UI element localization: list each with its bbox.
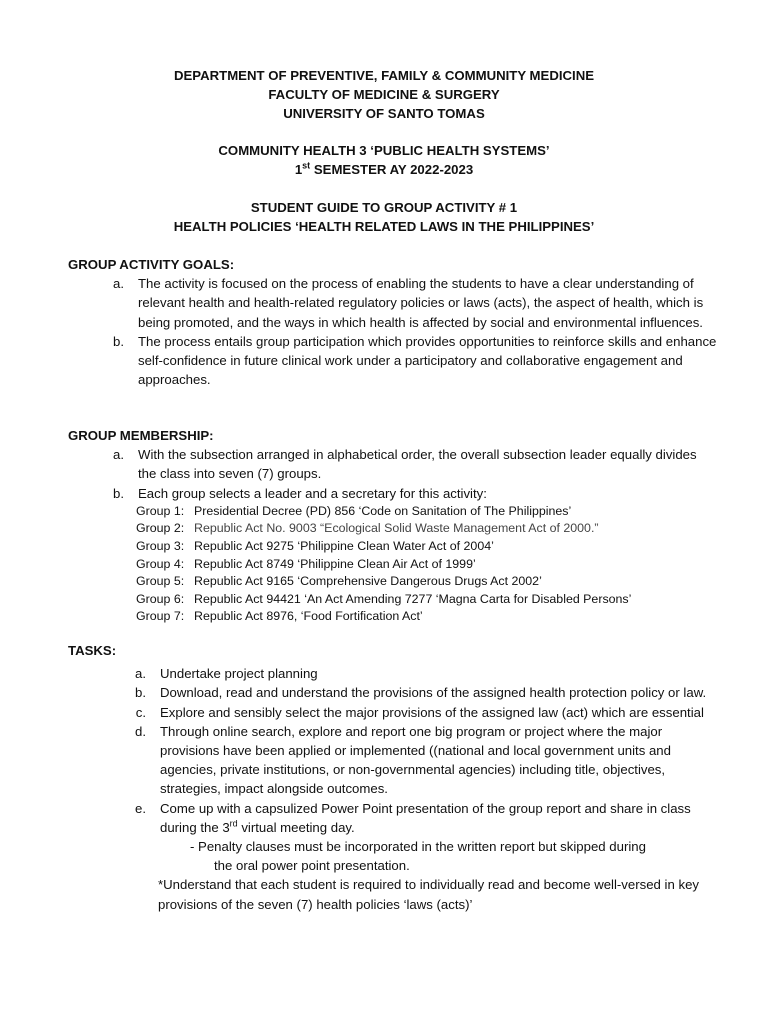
university-title: UNIVERSITY OF SANTO TOMAS bbox=[283, 106, 485, 122]
faculty-title: FACULTY OF MEDICINE & SURGERY bbox=[268, 87, 500, 103]
penalty-note-line2: the oral power point presentation. bbox=[214, 858, 410, 874]
list-item: c. Explore and sensibly select the major provisions of the assigned law (act) which are essential bbox=[68, 703, 718, 722]
guide-subtitle: HEALTH POLICIES ‘HEALTH RELATED LAWS IN THE PHILIPPINES’ bbox=[173, 219, 595, 235]
task-d-text: Through online search, explore and report one big program or project where the major provisions have been applied or implemented ((national and local government units and agencies, private institutions, or non-governmental agencies) including title, objectives, strategies, impact alongside outcomes. bbox=[160, 723, 671, 797]
membership-heading: GROUP MEMBERSHIP: bbox=[68, 428, 214, 443]
group-row: Group 4: Republic Act 8749 ‘Philippine Clean Air Act of 1999’ bbox=[136, 556, 476, 571]
list-item: b. Each group selects a leader and a secretary for this activity: bbox=[68, 484, 718, 503]
list-item: a. With the subsection arranged in alphabetical order, the overall subsection leader equally divides the class into seven (7) groups. bbox=[68, 445, 718, 483]
course-block bbox=[0, 141, 768, 179]
group-list bbox=[68, 503, 718, 626]
task-e-text: Come up with a capsulized Power Point presentation of the group report and share in class during the 3rd virtual meeting day. bbox=[160, 800, 691, 835]
task-b-text: Download, read and understand the provisions of the assigned health protection policy or law. bbox=[160, 685, 707, 701]
group-row: Group 7: Republic Act 8976, ‘Food Fortification Act’ bbox=[136, 609, 423, 624]
group-row: Group 2: Republic Act No. 9003 “Ecological Solid Waste Management Act of 2000.” bbox=[136, 521, 599, 536]
guide-title: STUDENT GUIDE TO GROUP ACTIVITY # 1 bbox=[250, 200, 518, 215]
membership-a-text: With the subsection arranged in alphabetical order, the overall subsection leader equally divides the class into seven (7) groups. bbox=[138, 447, 697, 482]
group-row: Group 6: Republic Act 94421 ‘An Act Amending 7277 ‘Magna Carta for Disabled Persons’ bbox=[136, 591, 632, 606]
membership-b-text: Each group selects a leader and a secretary for this activity: bbox=[138, 485, 487, 501]
list-item: b. Download, read and understand the provisions of the assigned health protection policy or law. bbox=[68, 683, 718, 702]
document-header bbox=[0, 66, 768, 124]
goals-heading: GROUP ACTIVITY GOALS: bbox=[68, 257, 235, 272]
guide-block bbox=[0, 198, 768, 236]
penalty-note-line1: - Penalty clauses must be incorporated in the written report but skipped during bbox=[190, 839, 646, 855]
list-item: d. Through online search, explore and report one big program or project where the major provisions have been applied or implemented ((national and local government units and agencies, private institutions, or non-governmental agencies) including title, objectives, strategies, impact alongside outcomes. bbox=[68, 722, 718, 799]
group-row: Group 3: Republic Act 9275 ‘Philippine Clean Water Act of 2004’ bbox=[136, 539, 494, 553]
goals-section bbox=[68, 255, 718, 389]
semester-line: 1st SEMESTER AY 2022-2023 bbox=[294, 160, 474, 178]
membership-section bbox=[68, 426, 718, 626]
goal-a-text: The activity is focused on the process of enabling the students to have a clear understanding of relevant health and health-related regulatory policies or laws (acts), the aspect of health, which is being promoted, and the ways in which health is affected by social and environmental influences. bbox=[138, 276, 704, 330]
goal-b-text: The process entails group participation which provides opportunities to reinforce skills and enhance self-confidence in future clinical work under a participatory and collaborative engagement and approaches. bbox=[138, 333, 717, 388]
task-a-text: Undertake project planning bbox=[160, 666, 318, 682]
list-item: a. The activity is focused on the process of enabling the students to have a clear understanding of relevant health and health-related regulatory policies or laws (acts), the aspect of health, which is being promoted, and the ways in which health is affected by social and environmental influences. bbox=[68, 274, 718, 332]
understanding-note: *Understand that each student is required to individually read and become well-versed in key provisions of the seven (7) health policies ‘laws (acts)’ bbox=[158, 877, 699, 912]
group-row: Group 5: Republic Act 9165 ‘Comprehensive Dangerous Drugs Act 2002’ bbox=[136, 574, 542, 589]
tasks-heading: TASKS: bbox=[68, 643, 117, 658]
course-title: COMMUNITY HEALTH 3 ‘PUBLIC HEALTH SYSTEMS’ bbox=[218, 143, 550, 158]
tasks-section bbox=[68, 641, 718, 914]
task-c-text: Explore and sensibly select the major provisions of the assigned law (act) which are essential bbox=[160, 704, 704, 720]
department-title: DEPARTMENT OF PREVENTIVE, FAMILY & COMMUNITY MEDICINE bbox=[173, 68, 595, 83]
group-row: Group 1: Presidential Decree (PD) 856 ‘Code on Sanitation of The Philippines’ bbox=[136, 503, 572, 518]
list-item: a. Undertake project planning bbox=[68, 664, 718, 683]
list-item: e. Come up with a capsulized Power Point presentation of the group report and share in class during the 3rd virtual meeting day. bbox=[68, 799, 718, 837]
list-item: b. The process entails group participation which provides opportunities to reinforce skills and enhance self-confidence in future clinical work under a participatory and collaborative engagement and approaches. bbox=[68, 332, 718, 390]
